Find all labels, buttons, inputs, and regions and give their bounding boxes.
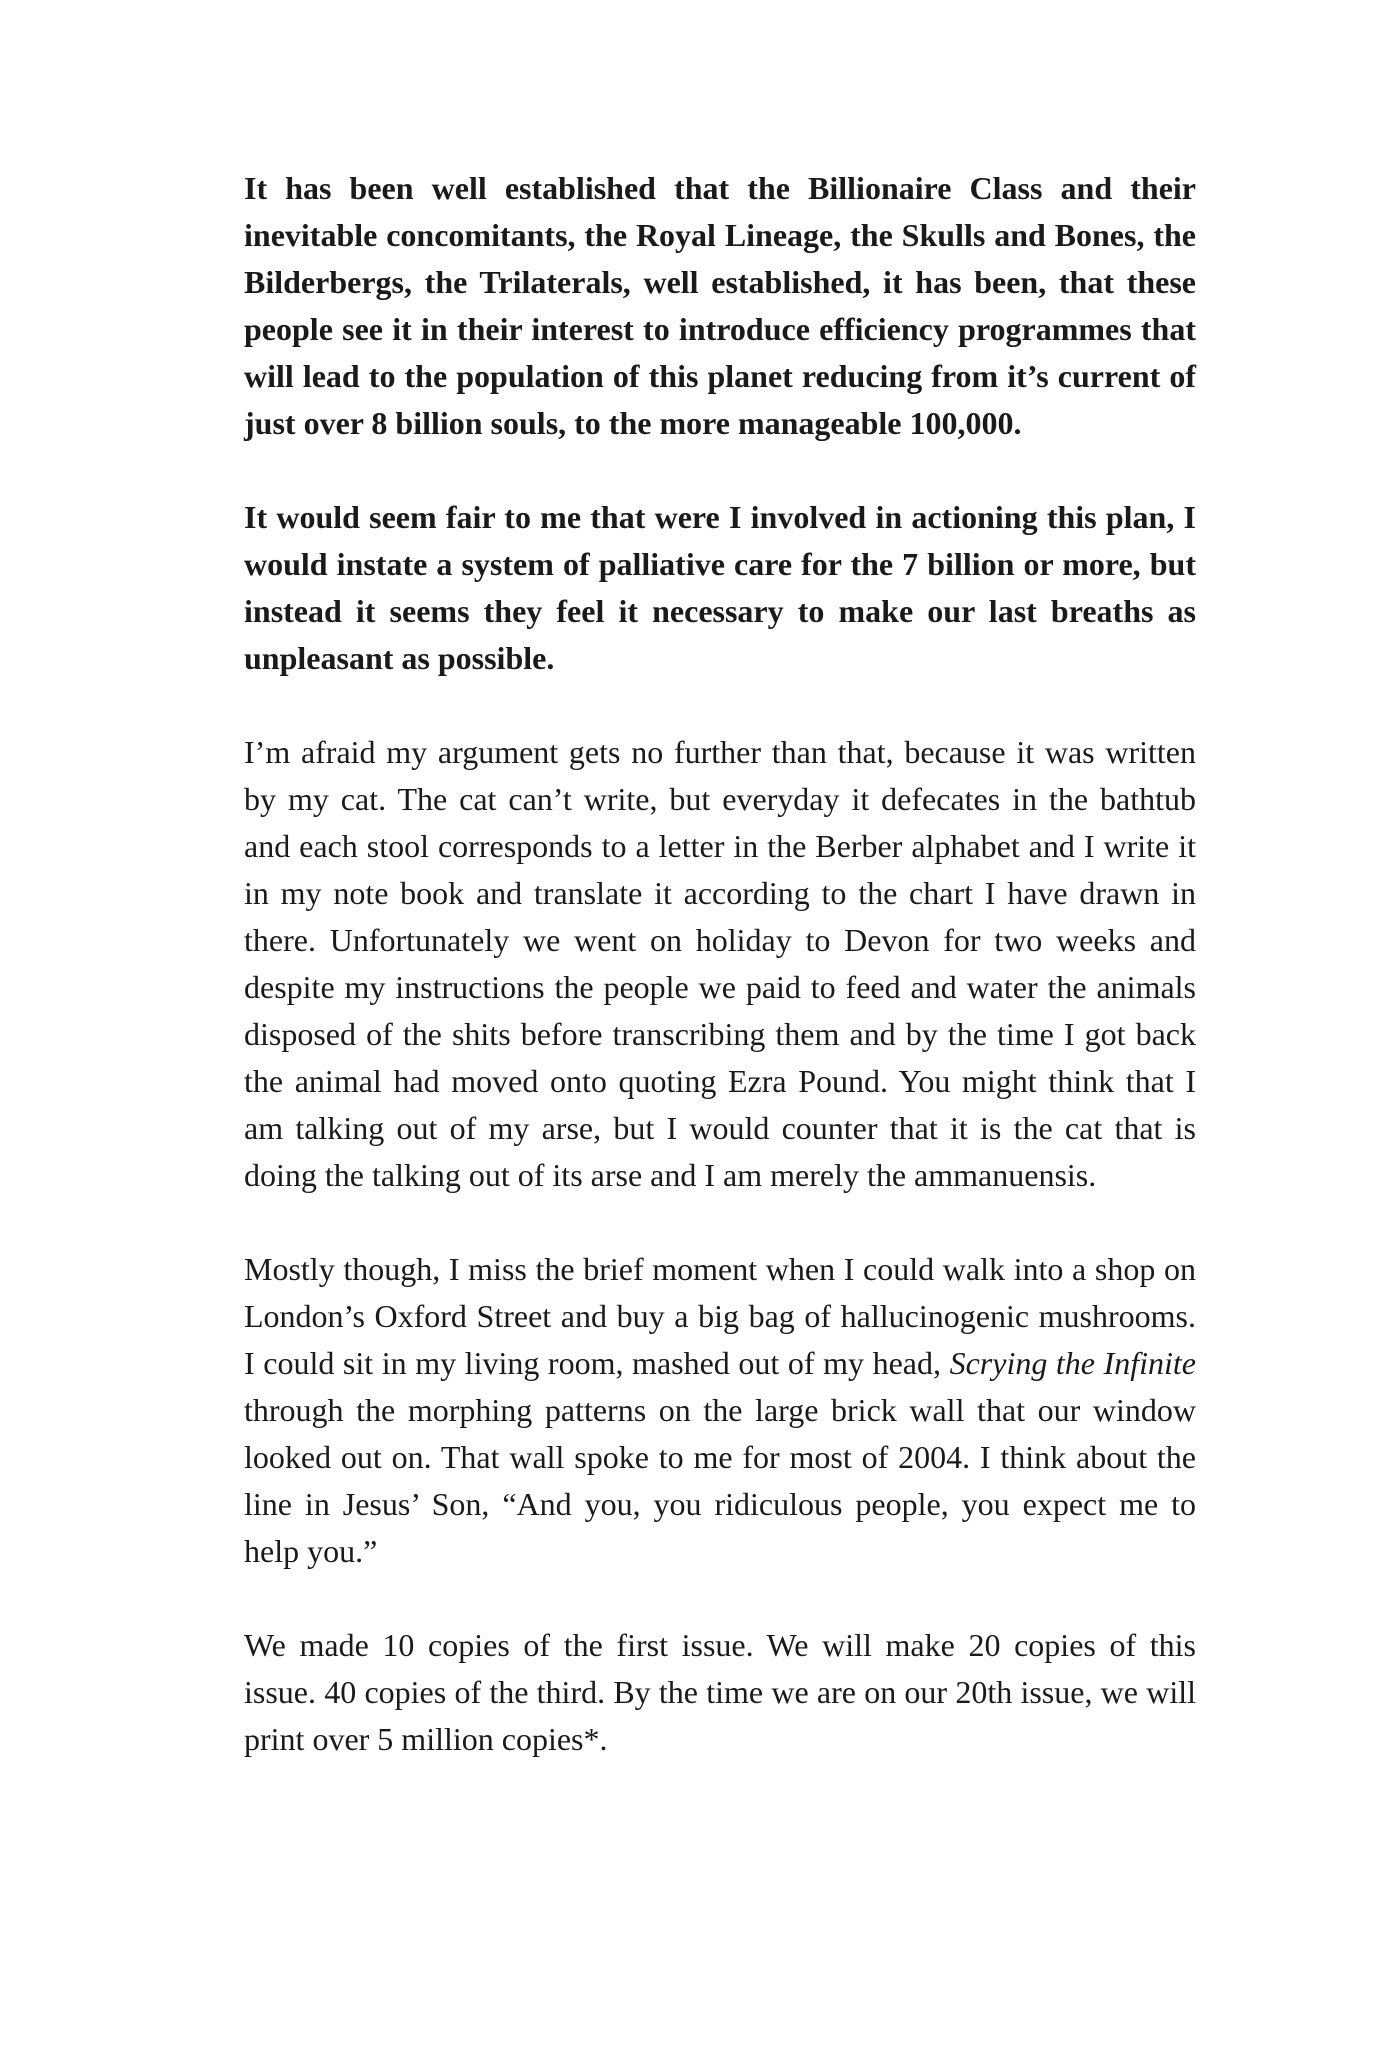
paragraph-billionaire-class: It has been well established that the Billionaire Class and their inevitable concomitants, the Royal Lineage, the Skulls and Bones, the Bilderbergs, the Trilaterals, well established, it has been, that these people see it in their interest to introduce efficiency programmes that will lead to the population of this planet reducing from it’s current of just over 8 billion souls, to the more manageable 100,000.	[244, 170, 1196, 441]
paragraph-mushrooms-text-before: Mostly though, I miss the brief moment when I could walk into a shop on London’s Oxford Street and buy a big bag of hallucinogenic mushrooms. I could sit in my living room, mashed out of my head,	[244, 1251, 1196, 1381]
paragraph-mushrooms	[244, 1246, 1196, 1575]
body-text	[244, 165, 1196, 1763]
paragraph-palliative-care: It would seem fair to me that were I involved in actioning this plan, I would instate a system of palliative care for the 7 billion or more, but instead it seems they feel it necessary to make our last breaths as unpleasant as possible.	[244, 499, 1196, 676]
italic-title: Scrying the Infinite	[949, 1345, 1197, 1381]
paragraph-mushrooms-text-after: through the morphing patterns on the large brick wall that our window looked out on. That wall spoke to me for most of 2004. I think about the line in Jesus’ Son, “And you, you ridiculous people, you expect me to help you.”	[244, 1392, 1196, 1569]
paragraph-copies: We made 10 copies of the first issue. We will make 20 copies of this issue. 40 copies of the third. By the time we are on our 20th issue, we will print over 5 million copies*.	[244, 1627, 1196, 1757]
paragraph-cat-argument: I’m afraid my argument gets no further than that, because it was written by my cat. The cat can’t write, but everyday it defecates in the bathtub and each stool corresponds to a letter in the Berber alphabet and I write it in my note book and translate it according to the chart I have drawn in there. Unfortunately we went on holiday to Devon for two weeks and despite my instructions the people we paid to feed and water the animals disposed of the shits before transcribing them and by the time I got back the animal had moved onto quoting Ezra Pound. You might think that I am talking out of my arse, but I would counter that it is the cat that is doing the talking out of its arse and I am merely the ammanuensis.	[244, 734, 1196, 1193]
